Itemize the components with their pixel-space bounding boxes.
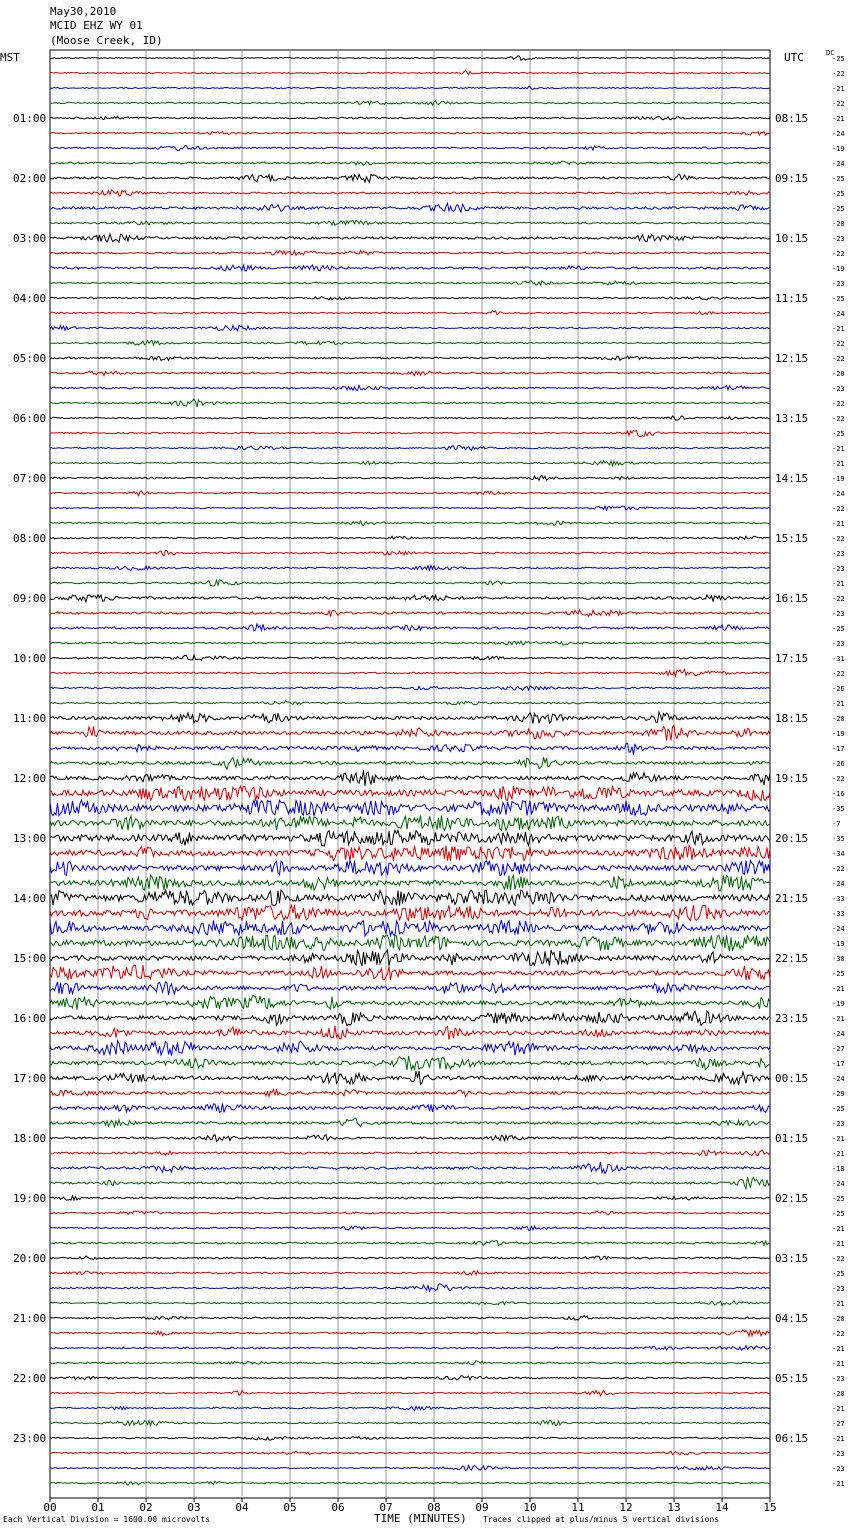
dc-offset-label: -21 <box>832 325 845 333</box>
utc-hour-label: 15:15 <box>775 532 809 545</box>
mst-hour-label: 12:00 <box>13 772 47 785</box>
mst-hour-label: 19:00 <box>13 1192 47 1205</box>
seismic-trace <box>50 1135 770 1142</box>
utc-hour-label: 01:15 <box>775 1132 809 1145</box>
x-tick-label: 11 <box>571 1501 585 1514</box>
mst-hour-label: 17:00 <box>13 1072 47 1085</box>
seismic-trace <box>50 311 770 315</box>
dc-offset-label: -24 <box>832 130 845 138</box>
seismic-trace <box>50 701 770 705</box>
dc-offset-label: -22 <box>832 1255 845 1263</box>
seismic-trace <box>50 476 770 481</box>
seismic-trace <box>50 1104 770 1113</box>
seismic-trace <box>50 371 770 376</box>
seismic-trace <box>50 624 770 631</box>
dc-offset-label: -22 <box>832 535 845 543</box>
seismic-trace <box>50 1256 770 1260</box>
dc-offset-label: -20 <box>832 220 845 228</box>
seismic-trace <box>50 610 770 617</box>
seismic-trace <box>50 1346 770 1350</box>
x-tick-label: 03 <box>187 1501 201 1514</box>
seismic-trace <box>50 1301 770 1306</box>
dc-offset-label: -25 <box>832 205 845 213</box>
dc-offset-label: -19 <box>832 475 845 483</box>
dc-offset-label: -19 <box>832 940 845 948</box>
mst-hour-label: 05:00 <box>13 352 47 365</box>
seismic-trace <box>50 786 770 801</box>
seismic-trace <box>50 1420 770 1426</box>
seismic-trace <box>50 566 770 571</box>
dc-offset-label: -31 <box>832 655 845 663</box>
dc-offset-label: -22 <box>832 355 845 363</box>
seismic-trace <box>50 1071 770 1085</box>
dc-offset-label: -23 <box>832 610 845 618</box>
seismic-trace <box>50 356 770 360</box>
mst-hour-label: 20:00 <box>13 1252 47 1265</box>
x-tick-label: 15 <box>763 1501 777 1514</box>
seismic-trace <box>50 580 770 586</box>
dc-offset-label: -23 <box>832 1465 845 1473</box>
mst-hour-label: 10:00 <box>13 652 47 665</box>
seismic-trace <box>50 265 770 271</box>
seismic-trace <box>50 965 770 980</box>
seismic-trace <box>50 950 770 966</box>
seismic-trace <box>50 1437 770 1441</box>
mst-hour-label: 11:00 <box>13 712 47 725</box>
seismic-trace <box>50 506 770 510</box>
seismic-trace <box>50 1011 770 1026</box>
dc-offset-label: -33 <box>832 910 845 918</box>
seismic-trace <box>50 935 770 951</box>
seismic-trace <box>50 431 770 437</box>
dc-offset-label: -20 <box>832 1315 845 1323</box>
right-axis-label: UTC <box>784 51 804 64</box>
dc-offset-label: -33 <box>832 895 845 903</box>
dc-offset-label: -21 <box>832 445 845 453</box>
mst-hour-label: 14:00 <box>13 892 47 905</box>
mst-hour-label: 08:00 <box>13 532 47 545</box>
x-axis-label: TIME (MINUTES) <box>374 1512 467 1525</box>
dc-offset-label: -25 <box>832 970 845 978</box>
mst-hour-label: 16:00 <box>13 1012 47 1025</box>
utc-hour-label: 14:15 <box>775 472 809 485</box>
mst-hour-label: 01:00 <box>13 112 47 125</box>
dc-offset-label: -22 <box>832 670 845 678</box>
utc-hour-label: 04:15 <box>775 1312 809 1325</box>
dc-offset-label: -23 <box>832 1120 845 1128</box>
seismic-trace <box>50 1451 770 1455</box>
seismic-trace <box>50 1361 770 1365</box>
dc-offset-label: -19 <box>832 1000 845 1008</box>
seismic-trace <box>50 712 770 724</box>
seismic-trace <box>50 550 770 556</box>
seismic-trace <box>50 56 770 60</box>
dc-offset-label: -22 <box>832 400 845 408</box>
dc-offset-label: -23 <box>832 640 845 648</box>
seismic-trace <box>50 1026 770 1040</box>
dc-offset-label: -25 <box>832 1195 845 1203</box>
dc-offset-label: -24 <box>832 310 845 318</box>
dc-offset-label: -23 <box>832 1285 845 1293</box>
seismic-trace <box>50 846 770 861</box>
dc-offset-label: -21 <box>832 1225 845 1233</box>
seismic-trace <box>50 920 770 936</box>
dc-offset-label: -20 <box>832 370 845 378</box>
seismic-trace <box>50 669 770 676</box>
x-tick-label: 02 <box>139 1501 153 1514</box>
seismic-trace <box>50 1041 770 1056</box>
seismic-trace <box>50 1465 770 1470</box>
x-tick-label: 12 <box>619 1501 633 1514</box>
seismic-trace <box>50 996 770 1010</box>
dc-offset-label: -26 <box>832 760 845 768</box>
dc-offset-label: -25 <box>832 1210 845 1218</box>
seismic-trace <box>50 325 770 331</box>
seismic-trace <box>50 1177 770 1189</box>
seismic-trace <box>50 86 770 89</box>
mst-hour-label: 21:00 <box>13 1312 47 1325</box>
x-tick-label: 04 <box>235 1501 249 1514</box>
dc-offset-label: -21 <box>832 1240 845 1248</box>
seismic-trace <box>50 655 770 660</box>
x-tick-label: 05 <box>283 1501 297 1514</box>
dc-offset-label: -22 <box>832 70 845 78</box>
dc-offset-label: -27 <box>832 1420 845 1428</box>
mst-hour-label: 09:00 <box>13 592 47 605</box>
clipping-note: Traces clipped at plus/minus 5 vertical divisions <box>483 1515 720 1524</box>
seismic-trace <box>50 875 770 891</box>
seismic-trace <box>50 340 770 345</box>
utc-hour-label: 16:15 <box>775 592 809 605</box>
dc-offset-label: -22 <box>832 415 845 423</box>
utc-hour-label: 09:15 <box>775 172 809 185</box>
seismic-trace <box>50 890 770 905</box>
seismic-trace <box>50 221 770 226</box>
seismic-trace <box>50 641 770 645</box>
dc-offset-label: -23 <box>832 565 845 573</box>
seismic-trace <box>50 1376 770 1380</box>
dc-offset-label: -30 <box>832 955 845 963</box>
utc-hour-label: 13:15 <box>775 412 809 425</box>
seismic-trace <box>50 1284 770 1292</box>
seismic-trace <box>50 743 770 755</box>
seismic-trace <box>50 385 770 390</box>
x-tick-label: 13 <box>667 1501 681 1514</box>
dc-offset-label: -24 <box>832 925 845 933</box>
utc-hour-label: 11:15 <box>775 292 809 305</box>
seismic-trace <box>50 982 770 995</box>
dc-offset-label: -24 <box>832 1075 845 1083</box>
dc-offset-label: -24 <box>832 880 845 888</box>
mst-hour-label: 18:00 <box>13 1132 47 1145</box>
dc-offset-label: -20 <box>832 715 845 723</box>
dc-label: DC <box>826 49 835 57</box>
left-axis-label: MST <box>0 51 20 64</box>
seismic-trace <box>50 71 770 75</box>
dc-offset-label: -21 <box>832 520 845 528</box>
utc-hour-label: 17:15 <box>775 652 809 665</box>
header-location: (Moose Creek, ID) <box>50 34 163 47</box>
dc-offset-label: -21 <box>832 1480 845 1488</box>
seismic-trace <box>50 1390 770 1396</box>
dc-offset-label: -22 <box>832 505 845 513</box>
dc-offset-label: -23 <box>832 280 845 288</box>
mst-hour-label: 02:00 <box>13 172 47 185</box>
seismic-trace <box>50 1089 770 1096</box>
seismic-trace <box>50 1056 770 1070</box>
dc-offset-label: -21 <box>832 1015 845 1023</box>
dc-offset-label: -21 <box>832 1150 845 1158</box>
seismic-trace <box>50 1226 770 1230</box>
dc-offset-label: -23 <box>832 1375 845 1383</box>
dc-offset-label: -22 <box>832 100 845 108</box>
utc-hour-label: 03:15 <box>775 1252 809 1265</box>
utc-hour-label: 20:15 <box>775 832 809 845</box>
seismic-trace <box>50 1162 770 1174</box>
dc-offset-label: -23 <box>832 385 845 393</box>
utc-hour-label: 08:15 <box>775 112 809 125</box>
dc-offset-label: -21 <box>832 1135 845 1143</box>
seismic-trace <box>50 816 770 831</box>
dc-offset-label: -34 <box>832 850 845 858</box>
seismic-trace <box>50 830 770 846</box>
x-tick-label: 08 <box>427 1501 441 1514</box>
dc-offset-label: -35 <box>832 835 845 843</box>
seismic-trace <box>50 116 770 119</box>
seismic-trace <box>50 726 770 741</box>
seismic-trace <box>50 536 770 539</box>
x-tick-label: 09 <box>475 1501 489 1514</box>
plot-frame <box>50 50 770 1498</box>
dc-offset-label: -21 <box>832 580 845 588</box>
utc-hour-label: 21:15 <box>775 892 809 905</box>
dc-offset-label: -21 <box>832 1345 845 1353</box>
seismic-trace <box>50 800 770 816</box>
seismic-trace <box>50 770 770 786</box>
dc-offset-label: -22 <box>832 775 845 783</box>
dc-offset-label: -25 <box>832 55 845 63</box>
mst-hour-label: 15:00 <box>13 952 47 965</box>
utc-hour-label: 12:15 <box>775 352 809 365</box>
seismic-trace <box>50 1481 770 1485</box>
seismic-trace <box>50 860 770 875</box>
seismic-trace <box>50 234 770 242</box>
dc-offset-label: -25 <box>832 625 845 633</box>
mst-hour-label: 22:00 <box>13 1372 47 1385</box>
vertical-division-note: Each Vertical Division = 1600.00 microvolts <box>3 1515 211 1524</box>
seismic-trace <box>50 146 770 151</box>
mst-hour-label: 04:00 <box>13 292 47 305</box>
dc-offset-label: -19 <box>832 730 845 738</box>
mst-hour-label: 06:00 <box>13 412 47 425</box>
seismic-trace <box>50 174 770 182</box>
dc-offset-label: -22 <box>832 595 845 603</box>
dc-offset-label: -23 <box>832 550 845 558</box>
dc-offset-label: -21 <box>832 700 845 708</box>
seismic-trace <box>50 416 770 420</box>
dc-offset-label: -27 <box>832 1045 845 1053</box>
seismic-trace <box>50 1406 770 1410</box>
seismic-trace <box>50 905 770 921</box>
seismic-trace <box>50 203 770 212</box>
header-date: May30,2010 <box>50 5 117 18</box>
seismic-trace <box>50 101 770 106</box>
dc-offset-label: -23 <box>832 235 845 243</box>
dc-offset-label: -17 <box>832 745 845 753</box>
dc-offset-label: -24 <box>832 1030 845 1038</box>
seismic-trace <box>50 399 770 407</box>
dc-offset-label: -25 <box>832 1105 845 1113</box>
seismic-trace <box>50 521 770 526</box>
header-station: MCID EHZ WY 01 <box>50 19 143 32</box>
dc-offset-label: -21 <box>832 1435 845 1443</box>
seismic-trace <box>50 491 770 496</box>
dc-offset-label: -17 <box>832 1060 845 1068</box>
dc-offset-label: -7 <box>832 820 841 828</box>
dc-offset-label: -24 <box>832 490 845 498</box>
dc-offset-label: -35 <box>832 805 845 813</box>
seismic-trace <box>50 281 770 285</box>
seismic-trace <box>50 461 770 466</box>
dc-offset-label: -25 <box>832 295 845 303</box>
dc-offset-label: -24 <box>832 1180 845 1188</box>
x-tick-label: 14 <box>715 1501 729 1514</box>
dc-offset-label: -24 <box>832 160 845 168</box>
seismic-trace <box>50 1118 770 1127</box>
dc-offset-label: -25 <box>832 175 845 183</box>
utc-hour-label: 19:15 <box>775 772 809 785</box>
dc-offset-label: -16 <box>832 790 845 798</box>
utc-hour-label: 23:15 <box>775 1012 809 1025</box>
seismic-trace <box>50 1271 770 1275</box>
seismic-trace <box>50 132 770 136</box>
x-tick-label: 00 <box>43 1501 57 1514</box>
dc-offset-label: -21 <box>832 115 845 123</box>
dc-offset-label: -19 <box>832 265 845 273</box>
dc-offset-label: -25 <box>832 190 845 198</box>
dc-offset-label: -22 <box>832 865 845 873</box>
seismic-trace <box>50 1150 770 1156</box>
dc-offset-label: -21 <box>832 1300 845 1308</box>
utc-hour-label: 05:15 <box>775 1372 809 1385</box>
dc-offset-label: -29 <box>832 1090 845 1098</box>
seismic-trace <box>50 1196 770 1200</box>
dc-offset-label: -22 <box>832 1330 845 1338</box>
mst-hour-label: 03:00 <box>13 232 47 245</box>
seismic-trace <box>50 757 770 769</box>
dc-offset-label: -19 <box>832 145 845 153</box>
seismic-trace <box>50 686 770 691</box>
x-tick-label: 10 <box>523 1501 537 1514</box>
seismic-trace <box>50 190 770 196</box>
seismic-trace <box>50 1330 770 1336</box>
seismic-trace <box>50 161 770 165</box>
utc-hour-label: 06:15 <box>775 1432 809 1445</box>
seismic-trace <box>50 595 770 602</box>
dc-offset-label: -22 <box>832 340 845 348</box>
x-tick-label: 06 <box>331 1501 345 1514</box>
seismic-trace <box>50 445 770 450</box>
seismic-trace <box>50 250 770 255</box>
dc-offset-label: -18 <box>832 1165 845 1173</box>
seismic-trace <box>50 1241 770 1246</box>
x-tick-label: 07 <box>379 1501 393 1514</box>
dc-offset-label: -25 <box>832 1270 845 1278</box>
dc-offset-label: -26 <box>832 685 845 693</box>
dc-offset-label: -21 <box>832 460 845 468</box>
x-tick-label: 01 <box>91 1501 105 1514</box>
seismic-trace <box>50 1316 770 1321</box>
dc-offset-label: -21 <box>832 985 845 993</box>
mst-hour-label: 23:00 <box>13 1432 47 1445</box>
seismic-trace <box>50 297 770 300</box>
dc-offset-label: -20 <box>832 1390 845 1398</box>
dc-offset-label: -21 <box>832 1360 845 1368</box>
dc-offset-label: -22 <box>832 250 845 258</box>
dc-offset-label: -21 <box>832 1405 845 1413</box>
mst-hour-label: 13:00 <box>13 832 47 845</box>
utc-hour-label: 00:15 <box>775 1072 809 1085</box>
seismic-trace <box>50 1211 770 1215</box>
dc-offset-label: -21 <box>832 85 845 93</box>
dc-offset-label: -25 <box>832 430 845 438</box>
utc-hour-label: 02:15 <box>775 1192 809 1205</box>
mst-hour-label: 07:00 <box>13 472 47 485</box>
utc-hour-label: 18:15 <box>775 712 809 725</box>
dc-offset-label: -23 <box>832 1450 845 1458</box>
utc-hour-label: 22:15 <box>775 952 809 965</box>
utc-hour-label: 10:15 <box>775 232 809 245</box>
